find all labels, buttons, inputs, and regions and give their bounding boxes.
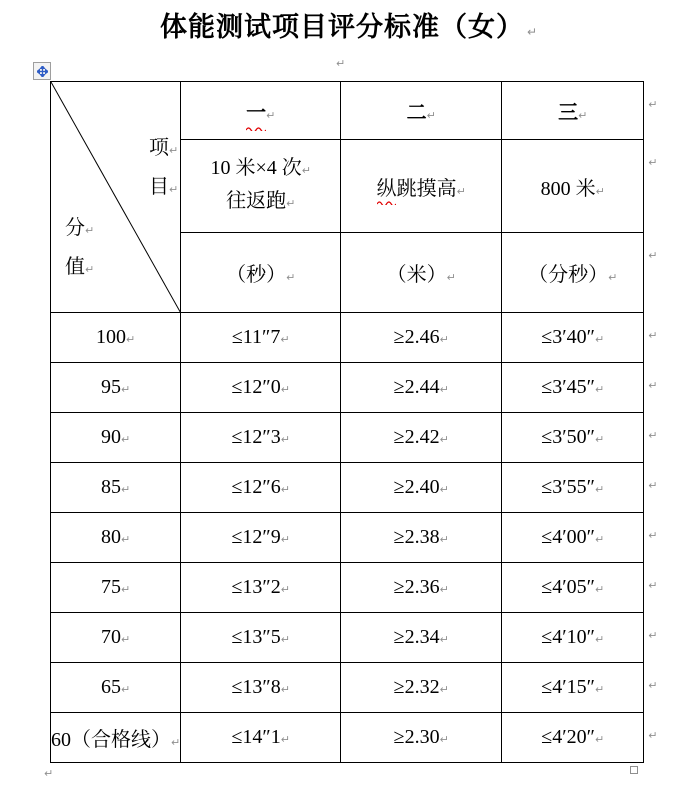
paragraph-mark-icon: ↵	[439, 683, 449, 696]
value-cell: ≥2.38↵	[341, 513, 502, 563]
paragraph-mark-icon: ↵	[594, 733, 605, 746]
paragraph-mark-icon: ↵	[169, 183, 179, 196]
score-cell: 90↵	[51, 413, 181, 463]
table-row	[51, 713, 670, 763]
paragraph-mark-icon: ↵	[648, 97, 658, 111]
paragraph-mark-icon: ↵	[121, 483, 131, 496]
paragraph-mark-icon: ↵	[301, 164, 311, 177]
event-name-cell: 纵跳摸高 ↵	[341, 140, 502, 233]
value-cell: ≤11″7↵	[181, 313, 341, 363]
score-cell: 60（合格线）↵	[51, 713, 181, 763]
table-row	[51, 613, 670, 663]
paragraph-mark-icon: ↵	[286, 197, 296, 210]
value-cell: ≤3′40″↵	[502, 313, 644, 363]
paragraph-mark-icon: ↵	[85, 224, 95, 237]
value-cell: ≥2.36↵	[341, 563, 502, 613]
paragraph-mark-icon: ↵	[648, 248, 658, 262]
paragraph-mark-icon: ↵	[169, 144, 179, 157]
value-cell: ≤13″2↵	[181, 563, 341, 613]
paragraph-mark-icon: ↵	[280, 583, 290, 596]
score-cell: 100↵	[51, 313, 181, 363]
corner-score-label: 分↵ 值↵	[65, 217, 95, 278]
score-cell: 95↵	[51, 363, 181, 413]
page-title-text: 体能测试项目评分标准（女）	[159, 12, 524, 42]
paragraph-mark-icon: ↵	[594, 683, 605, 696]
column-number: 三	[558, 102, 579, 124]
paragraph-mark-icon: ↵	[44, 767, 54, 780]
table-row	[51, 563, 670, 613]
corner-header-cell	[51, 82, 181, 313]
page-title	[0, 8, 697, 51]
value-cell: ≥2.34↵	[341, 613, 502, 663]
column-header-cell	[341, 82, 502, 140]
table-row	[51, 363, 670, 413]
table-move-handle[interactable]	[33, 62, 51, 80]
paragraph-mark-icon: ↵	[280, 683, 290, 696]
paragraph-mark-icon: ↵	[439, 333, 449, 346]
value-cell: ≤12″6↵	[181, 463, 341, 513]
end-of-row-mark	[644, 313, 670, 363]
paragraph-mark-icon: ↵	[578, 109, 588, 122]
paragraph-mark-icon: ↵	[526, 25, 538, 39]
value-cell: ≤4′10″↵	[502, 613, 644, 663]
value-cell: ≤4′05″↵	[502, 563, 644, 613]
end-of-row-mark	[644, 663, 670, 713]
paragraph-mark-icon: ↵	[280, 483, 290, 496]
value-cell: ≤4′15″↵	[502, 663, 644, 713]
paragraph-mark-icon: ↵	[439, 733, 449, 746]
paragraph-mark-icon: ↵	[594, 483, 605, 496]
column-number: 二	[406, 102, 427, 124]
paragraph-mark-icon: ↵	[648, 478, 658, 492]
value-cell: ≥2.32↵	[341, 663, 502, 713]
value-cell: ≤12″9↵	[181, 513, 341, 563]
paragraph-mark-icon: ↵	[439, 383, 449, 396]
value-cell: ≥2.46↵	[341, 313, 502, 363]
paragraph-mark-icon: ↵	[594, 633, 605, 646]
end-of-row-mark	[644, 363, 670, 413]
column-header-cell	[181, 82, 341, 140]
paragraph-mark-icon: ↵	[648, 155, 658, 169]
value-cell: ≤3′55″↵	[502, 463, 644, 513]
paragraph-mark-icon: ↵	[594, 333, 605, 346]
unit-cell: （米）↵	[341, 233, 502, 313]
table-row	[51, 463, 670, 513]
paragraph-mark-icon: ↵	[336, 57, 346, 70]
paragraph-mark-icon: ↵	[286, 271, 296, 284]
end-of-row-mark	[644, 463, 670, 513]
score-cell: 70↵	[51, 613, 181, 663]
unit-cell: （秒）↵	[181, 233, 341, 313]
paragraph-mark-icon: ↵	[266, 109, 276, 122]
spellcheck-squiggle	[246, 127, 266, 131]
paragraph-mark-icon: ↵	[446, 271, 456, 284]
end-of-row-mark	[644, 82, 670, 140]
score-cell: 85↵	[51, 463, 181, 513]
paragraph-mark-icon: ↵	[126, 333, 136, 346]
paragraph-mark-icon: ↵	[121, 583, 131, 596]
end-of-row-mark	[644, 513, 670, 563]
score-cell: 75↵	[51, 563, 181, 613]
paragraph-mark-icon: ↵	[280, 333, 290, 346]
paragraph-mark-icon: ↵	[594, 583, 605, 596]
paragraph-mark-icon: ↵	[280, 733, 290, 746]
paragraph-mark-icon: ↵	[439, 583, 449, 596]
spellcheck-squiggle	[377, 201, 396, 205]
value-cell: ≤3′50″↵	[502, 413, 644, 463]
scoring-table	[50, 81, 670, 763]
end-of-row-mark	[644, 613, 670, 663]
paragraph-mark-icon: ↵	[121, 533, 131, 546]
paragraph-mark-icon: ↵	[439, 533, 449, 546]
paragraph-mark-icon: ↵	[648, 528, 658, 542]
column-header-cell	[502, 82, 644, 140]
paragraph-mark-icon: ↵	[280, 533, 290, 546]
value-cell: ≤12″3↵	[181, 413, 341, 463]
paragraph-mark-icon: ↵	[648, 678, 658, 692]
paragraph-mark-icon: ↵	[594, 383, 605, 396]
paragraph-mark-icon: ↵	[648, 378, 658, 392]
paragraph-mark-icon: ↵	[594, 433, 605, 446]
paragraph-mark-icon: ↵	[426, 109, 436, 122]
paragraph-mark-icon: ↵	[439, 633, 449, 646]
paragraph-mark-icon: ↵	[280, 633, 290, 646]
score-cell: 80↵	[51, 513, 181, 563]
paragraph-mark-icon: ↵	[648, 628, 658, 642]
move-icon	[37, 66, 48, 77]
end-of-row-mark	[644, 563, 670, 613]
value-cell: ≤4′00″↵	[502, 513, 644, 563]
event-name-cell: 10 米×4 次↵ 往返跑↵	[181, 140, 341, 233]
paragraph-mark-icon: ↵	[280, 383, 290, 396]
paragraph-mark-icon: ↵	[280, 433, 290, 446]
table-row	[51, 413, 670, 463]
end-of-row-mark	[644, 413, 670, 463]
table-resize-handle[interactable]	[630, 766, 638, 774]
value-cell: ≥2.44↵	[341, 363, 502, 413]
value-cell: ≤14″1↵	[181, 713, 341, 763]
paragraph-mark-icon: ↵	[648, 578, 658, 592]
paragraph-mark-icon: ↵	[648, 728, 658, 742]
column-number: 一	[246, 102, 267, 124]
paragraph-mark-icon: ↵	[456, 184, 466, 198]
paragraph-mark-icon: ↵	[121, 683, 131, 696]
value-cell: ≤4′20″↵	[502, 713, 644, 763]
paragraph-mark-icon: ↵	[439, 433, 449, 446]
value-cell: ≥2.40↵	[341, 463, 502, 513]
paragraph-mark-icon: ↵	[121, 383, 131, 396]
event-name-cell: 800 米↵	[502, 140, 644, 233]
table-row	[51, 663, 670, 713]
corner-project-label: 项↵ 目↵	[149, 137, 179, 198]
paragraph-mark-icon: ↵	[439, 483, 449, 496]
value-cell: ≥2.42↵	[341, 413, 502, 463]
end-of-row-mark	[644, 233, 670, 313]
end-of-row-mark	[644, 713, 670, 763]
paragraph-mark-icon: ↵	[121, 433, 131, 446]
paragraph-mark-icon: ↵	[595, 184, 605, 198]
value-cell: ≤13″8↵	[181, 663, 341, 713]
table-row	[51, 313, 670, 363]
end-of-row-mark	[644, 140, 670, 233]
paragraph-mark-icon: ↵	[121, 633, 131, 646]
paragraph-mark-icon: ↵	[648, 328, 658, 342]
value-cell: ≤3′45″↵	[502, 363, 644, 413]
paragraph-mark-icon: ↵	[171, 736, 181, 749]
value-cell: ≤12″0↵	[181, 363, 341, 413]
paragraph-mark-icon: ↵	[648, 428, 658, 442]
score-cell: 65↵	[51, 663, 181, 713]
paragraph-mark-icon: ↵	[85, 263, 95, 276]
unit-cell: （分秒）↵	[502, 233, 644, 313]
value-cell: ≥2.30↵	[341, 713, 502, 763]
table-row	[51, 513, 670, 563]
paragraph-mark-icon: ↵	[594, 533, 605, 546]
paragraph-mark-icon: ↵	[608, 271, 618, 284]
value-cell: ≤13″5↵	[181, 613, 341, 663]
